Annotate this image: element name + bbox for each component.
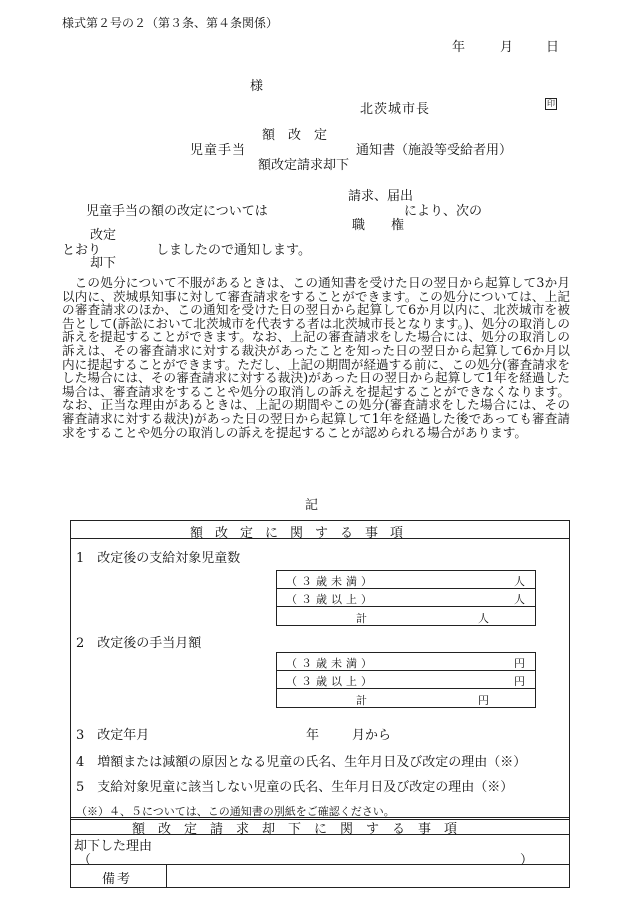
allowance-over3-label: （３歳以上） [286, 675, 376, 688]
child-count-total-label: 計 [356, 612, 367, 625]
title-option-rejection: 額改定請求却下 [258, 158, 350, 173]
child-count-under3-unit: 人 [514, 575, 525, 588]
intro-reason-suffix: により、次の [404, 204, 483, 219]
item4-label: 4 増額または減額の原因となる児童の氏名、生年月日及び改定の理由（※） [76, 755, 527, 770]
addressee-honorific: 様 [250, 79, 264, 94]
result-revision: 改定 [90, 228, 117, 243]
title-option-revision: 額 改 定 [262, 128, 328, 143]
child-count-over3-unit: 人 [514, 593, 525, 606]
reason-request: 請求、届出 [348, 189, 414, 204]
allowance-under3-label: （３歳未満） [286, 657, 376, 670]
item-note: （※）４、５については、この通知書の別紙をご確認ください。 [76, 805, 395, 818]
intro-prefix: 児童手当の額の改定については [86, 204, 268, 219]
intro-toori: とおり [62, 243, 102, 258]
allowance-total-label: 計 [356, 694, 367, 707]
date-month-label: 月 [500, 40, 514, 55]
remarks-label: 備考 [102, 872, 133, 887]
item3-month-from: 月から [352, 728, 392, 743]
item3-year: 年 [306, 728, 320, 743]
intro-closing: しましたので通知します。 [156, 243, 311, 258]
date-day-label: 日 [546, 40, 560, 55]
section1-header: 額改定に関する事項 [190, 526, 416, 541]
item1-label: 1 改定後の支給対象児童数 [76, 551, 241, 566]
item2-label: 2 改定後の手当月額 [76, 636, 202, 651]
title-suffix: 通知書（施設等受給者用） [356, 143, 513, 158]
date-year-label: 年 [452, 40, 466, 55]
ki-mark: 記 [305, 498, 319, 513]
item3-label: 3 改定年月 [76, 728, 150, 743]
rejection-reason-open-paren: （ [78, 853, 92, 868]
allowance-over3-unit: 円 [514, 675, 525, 688]
remarks-row [70, 864, 570, 888]
child-count-over3-label: （３歳以上） [286, 593, 376, 606]
seal-mark: 印 [547, 99, 555, 108]
section2-header: 額改定請求却下に関する事項 [132, 822, 471, 837]
rejection-reason-label: 却下した理由 [74, 839, 153, 854]
rejection-reason-close-paren: ） [520, 853, 534, 868]
child-count-under3-label: （３歳未満） [286, 575, 376, 588]
reason-authority: 職 権 [352, 218, 405, 233]
form-number: 様式第２号の２（第３条、第４条関係） [62, 16, 279, 30]
title-main: 児童手当 [190, 143, 247, 158]
allowance-total-unit: 円 [478, 694, 489, 707]
issuer-name: 北茨城市長 [360, 102, 431, 117]
allowance-under3-unit: 円 [514, 657, 525, 670]
result-rejection: 却下 [90, 256, 117, 271]
appeal-text: この処分について不服があるときは、この通知書を受けた日の翌日から起算して3か月以内に、茨城県知事に対して審査請求をすることができます。この処分については、上記の審査請求のほか、この通知を受けた日の翌日から起算して6か月以内に、北茨城市を被告として(訴訟において北茨城市を代表する者は北茨城市長となります。)、処分の取消しの訴えを提起することができます。なお、上記の審査請求をした場合には、処分の取消しの訴えは、その審査請求に対する裁決があったことを知った日の翌日から起算して6か月以内に提起することができます。ただし、上記の期間が経過する前に、この処分(審査請求をした場合には、その審査請求に対する裁決)があった日の翌日から起算して1年を経過した場合は、審査請求をすることや処分の取消しの訴えを提起することができなくなります。なお、正当な理由があるときは、上記の期間やこの処分(審査請求をした場合には、その審査請求に対する裁決)があった日の翌日から起算して1年を経過した後であっても審査請求をすることや処分の取消しの訴えを提起することが認められる場合があります。 [62, 275, 570, 440]
appeal-paragraph [62, 276, 570, 439]
child-count-total-unit: 人 [478, 612, 489, 625]
item5-label: 5 支給対象児童に該当しない児童の氏名、生年月日及び改定の理由（※） [76, 780, 514, 795]
